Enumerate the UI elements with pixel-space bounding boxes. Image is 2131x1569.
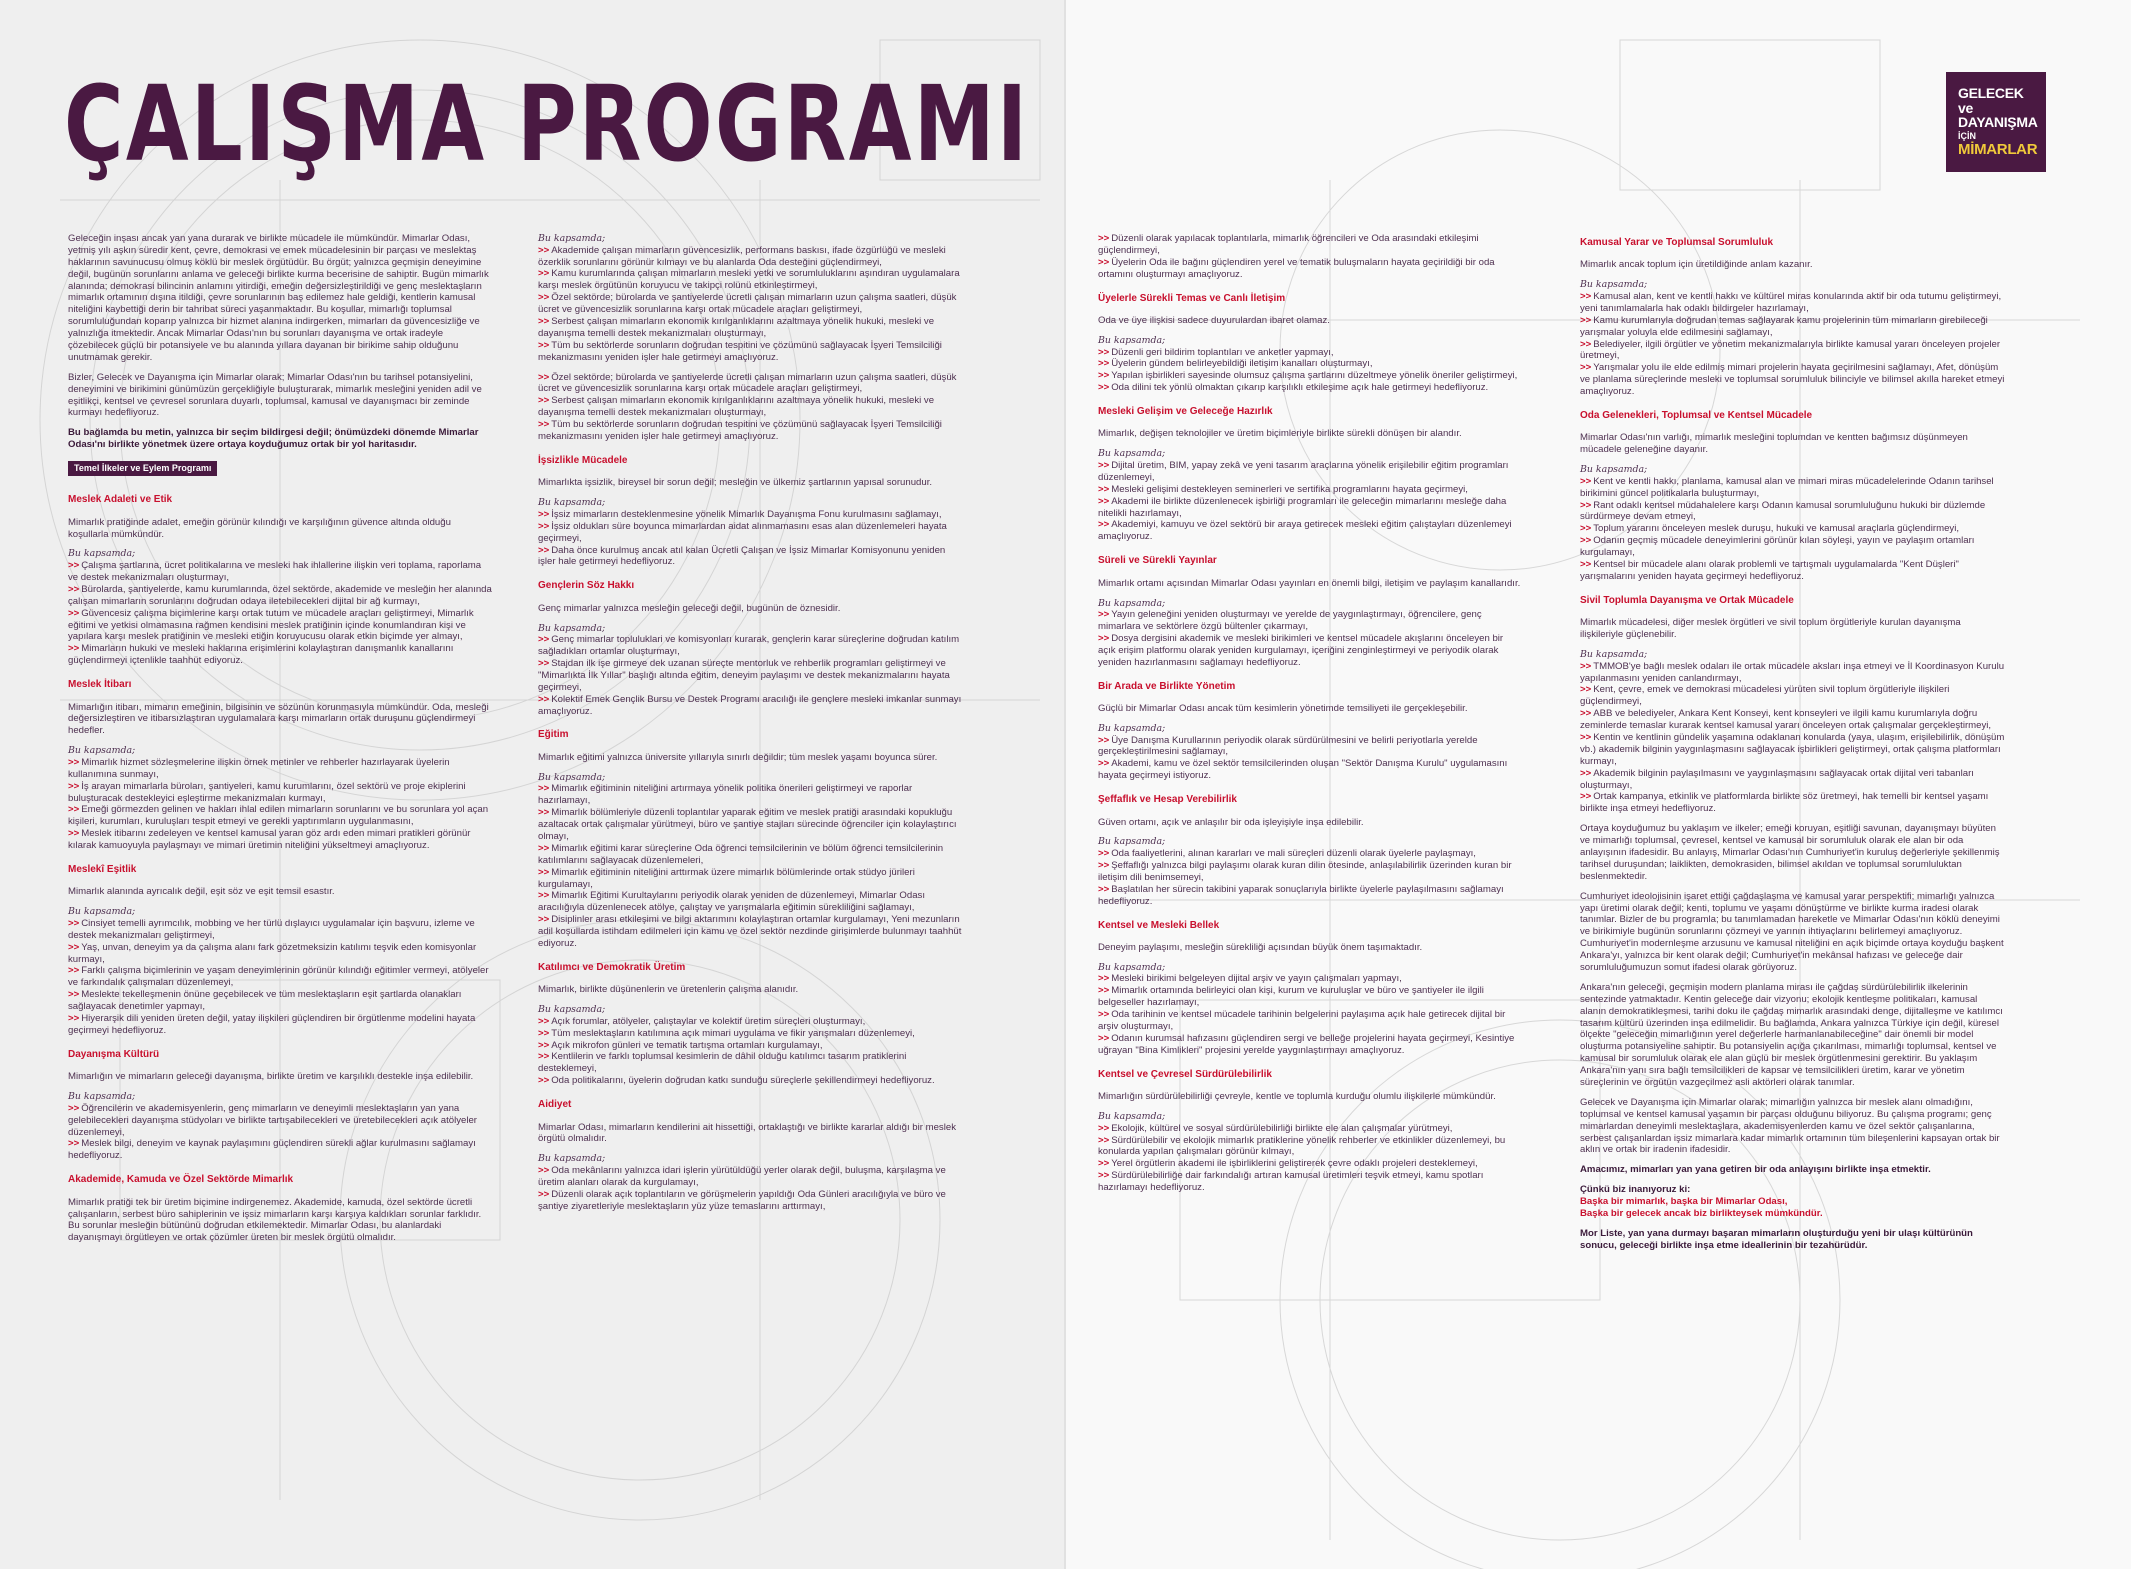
list-item: >> Özel sektörde; bürolarda ve şantiyelerde ücretli çalışan mimarların uzun çalışma saatleri, düşük ücret ve güvencesizlik sorunlarına karşı ortak mücadele araçları geliştirmeyi, — [538, 371, 957, 395]
scope-label: Bu kapsamda; — [538, 771, 606, 783]
closing-paragraph: Gelecek ve Dayanışma için Mimarlar olarak; mimarlığın yalnızca bir meslek alanı olmadığını, toplumsal ve kentsel kamusal yaşamın bir parçası olduğunu biliyoruz. Bu çalışma programı; genç mimarlardan deneyimli meslektaşlara, akademisyenlerden kamu ve özel sektör çalışanlarına, serbest çalışanlardan işsiz mimarlara kadar mimarlık ortamının tüm bileşenlerini kapsayan ortak bir aklın ve ortak bir iradenin ifadesidir. — [1580, 1096, 2000, 1156]
section-heading: Bir Arada ve Birlikte Yönetim — [1098, 680, 1236, 692]
scope-label: Bu kapsamda; — [1098, 1110, 1166, 1122]
scope-label: Bu kapsamda; — [68, 1091, 136, 1103]
list-item: >> Çalışma şartlarına, ücret politikalarına ve mesleki hak ihlallerine ilişkin veri toplama, raporlama ve destek mekanizmaları oluşturmayı, — [68, 560, 482, 584]
scope-list — [538, 783, 963, 949]
closing-paragraph: Cumhuriyet ideolojisinin işaret ettiği çağdaşlaşma ve kamusal yarar perspektifi; mimarlığı yalnızca yapı üretimi olarak değil; kenti, toplumu ve yaşamı dönüştürme ve birlikte kurma iradesi olarak tanımlar. Bizler de bu programla; bu tanımlamadan hareketle ve Mimarlar Odası'nın köklü deneyimi ve birikimiyle bugünün sorunlarını çözmeyi ve yarının ihtiyaçlarını belirlemeyi amaçlıyoruz. Cumhuriyet'in modernleşme arzusunu ve kamusal niteliğini en açık biçimde ortaya koyduğu başkent Ankara'yı, yalnızca bir kent olarak değil; Cumhuriyet'in mekânsal hafızası ve geleceğe dair sorumluluğumuzun somut ifadesi olarak görüyoruz. — [1580, 890, 2004, 973]
scope-label: Bu kapsamda; — [1098, 961, 1166, 973]
section-heading: Oda Gelenekleri, Toplumsal ve Kentsel Mücadele — [1580, 409, 1813, 421]
list-item: >> Toplum yararını önceleyen meslek duruşu, hukuki ve kamusal araçlarla güçlendirmeyi, — [1580, 523, 1960, 535]
list-item: >> Yaş, unvan, deneyim ya da çalışma alanı fark gözetmeksizin katılımı teşvik eden komisyonlar kurmayı, — [68, 941, 477, 965]
scope-list — [68, 757, 493, 852]
section-heading: Sivil Toplumla Dayanışma ve Ortak Mücadele — [1580, 594, 1794, 606]
scope-list — [68, 918, 493, 1037]
section-heading: Üyelerle Sürekli Temas ve Canlı İletişim — [1098, 292, 1286, 304]
list-item: >> Tüm meslektaşların katılımına açık mimari uygulama ve fikir yarışmaları düzenlemeyi, — [538, 1027, 915, 1039]
column-1 — [68, 233, 493, 1252]
section-heading: Meslekî Eşitlik — [68, 863, 137, 875]
scope-list — [68, 560, 493, 667]
logo-line-2: DAYANIŞMA — [1958, 114, 2038, 131]
scope-list — [538, 1016, 963, 1087]
closing-paragraph: Ortaya koyduğumuz bu yaklaşım ve ilkeler; emeği koruyan, eşitliği savunan, dayanışmayı büyüten ve mimarlığı toplumsal, çevresel, kentsel ve kamusal bir sorumluluk olarak ele alan bir oda anlayışının ifadesidir. Bu anlayış, Mimarlar Odası'nın Cumhuriyet'in kuruluş değerleriyle şekillenmiş tarihsel duruşundan; laiklikten, demokrasiden, bilimsel akıldan ve toplumsal sorumluluktan beslenmektedir. — [1580, 823, 2000, 882]
list-item: >> Bürolarda, şantiyelerde, kamu kurumlarında, özel sektörde, akademide ve mesleğin her alanında çalışan mimarların sorunlarını doğrudan odaya iletebilecekleri dijital bir ağ kurmayı, — [68, 583, 492, 607]
closing-belief: Çünkü biz inanıyoruz ki: Başka bir mimarlık, başka bir Mimarlar Odası, Başka bir gelecek ancak biz birlikteysek mümkündür. — [1580, 1184, 1823, 1220]
list-item: >> Açık forumlar, atölyeler, çalıştaylar ve kolektif üretim süreçleri oluşturmayı, — [538, 1015, 866, 1027]
list-item: >> Kent, çevre, emek ve demokrasi mücadelesi yürüten sivil toplum örgütleriyle ilişkileri güçlendirmeyi, — [1580, 684, 1950, 708]
list-item: >> Meslekte tekelleşmenin önüne geçebilecek ve tüm meslektaşların eşit şartlarda olanakları sağlayacak denetimler yapmayı, — [68, 989, 462, 1013]
column-4 — [1580, 233, 2005, 1260]
list-item: >> ABB ve belediyeler, Ankara Kent Konseyi, kent konseyleri ve ilgili kamu kurumlarıyla doğru zeminlerde temaslar kurarak kentsel kamusal yararı önceleyen ortak çalışmalar gerçekleştirmeyi, — [1580, 708, 1992, 732]
section-text: Mimarlar Odası, mimarların kendilerini ait hissettiği, ortaklaştığı ve birlikte kararlar aldığı bir meslek örgütü olmalıdır. — [538, 1121, 956, 1145]
list-item: >> Rant odaklı kentsel müdahalelere karşı Odanın kamusal sorumluluğunu hukuki bir düzlemde sürdürmeye devam etmeyi, — [1580, 499, 1986, 523]
scope-list — [1098, 460, 1523, 543]
scope-list — [1098, 347, 1523, 395]
list-item: >> Yapılan işbirlikleri sayesinde olumsuz çalışma şartlarını düzeltmeye yönelik öneriler geliştirmeyi, — [1098, 370, 1518, 382]
list-item: >> Düzenli olarak açık toplantıların ve görüşmelerin yapıldığı Oda Günleri aracılığıyla ve büro ve şantiye ziyaretleriyle meslektaşların yüz yüze temaslarını arttırmayı, — [538, 1188, 946, 1212]
column-2 — [538, 233, 963, 1213]
scope-list — [538, 1165, 963, 1213]
section-text: Deneyim paylaşımı, mesleğin sürekliliği açısından büyük önem taşımaktadır. — [1098, 941, 1423, 953]
list-item: >> Üyelerin Oda ile bağını güçlendiren yerel ve tematik buluşmaların hayata geçirildiği bir oda ortamını oluşturmayı amaçlıyoruz. — [1098, 256, 1495, 280]
scope-label: Bu kapsamda; — [68, 548, 136, 560]
list-item: >> Mimarlık ortamında belirleyici olan kişi, kurum ve kuruluşlar ve büro ve şantiyeler ile ilgili belgeseller hazırlamayı, — [1098, 985, 1484, 1009]
scope-list — [538, 634, 963, 717]
section-text: Mimarlık alanında ayrıcalık değil, eşit söz ve eşit temsil esastır. — [68, 886, 335, 898]
list-item: >> Odanın kurumsal hafızasını güçlendiren sergi ve belleğe projelerini hayata geçirmeyi, Kesintiye uğrayan "Bina Kimlikleri" projesini yerelde yaygınlaştırmayı amaçlıyoruz. — [1098, 1032, 1515, 1056]
list-item: >> Tüm bu sektörlerde sorunların doğrudan tespitini ve çözümünü sağlayacak İşyeri Temsilciliği mekanizmasını yeniden işler hale getirmeyi amaçlıyoruz. — [538, 419, 942, 443]
list-item: >> Oda mekânlarını yalnızca idari işlerin yürütüldüğü yerler olarak değil, buluşma, karşılaşma ve üretim alanları olarak da kurgulamayı, — [538, 1164, 946, 1188]
scope-list — [1098, 735, 1523, 783]
list-item: >> Mimarların hukuki ve mesleki haklarına erişimlerini kolaylaştıran danışmanlık kanallarını güçlendirmeyi içtenlikle taahhüt ediyoruz. — [68, 643, 454, 667]
list-item: >> Mimarlık eğitiminin niteliğini artırmaya yönelik politika önerileri geliştirmeyi ve raporlar hazırlamayı, — [538, 783, 913, 807]
list-item: >> Tüm bu sektörlerde sorunların doğrudan tespitini ve çözümünü sağlayacak İşyeri Temsilciliği mekanizmasını yeniden işler hale getirmeyi amaçlıyoruz. — [538, 339, 942, 363]
list-item: >> Üye Danışma Kurullarının periyodik olarak sürdürülmesini ve belirli periyotlarla yerelde gerçekleştirilmesini sağlamayı, — [1098, 734, 1478, 758]
list-item: >> Oda dilini tek yönlü olmaktan çıkarıp karşılıklı etkileşime açık hale getirmeyi hedefliyoruz. — [1098, 382, 1489, 394]
scope-list — [68, 1103, 493, 1162]
list-item: >> Yerel örgütlerin akademi ile işbirliklerini geliştirerek çevre odaklı projeleri desteklemeyi, — [1098, 1158, 1478, 1170]
section-text: Mimarlığın itibarı, mimarın emeğinin, bilgisinin ve sözünün korunmasıyla mümkündür. Oda, mesleği değersizleştiren ve itibarsızlaştıran uygulamalara karşı mimarların ortak duruşunu güçlendirmeyi hedefler. — [68, 701, 489, 737]
list-item: >> Akademiyi, kamuyu ve özel sektörü bir araya getirecek mesleki eğitim çalıştayları düzenlemeyi amaçlıyoruz. — [1098, 519, 1512, 543]
scope-list — [538, 372, 963, 443]
list-item: >> Kentsel bir mücadele alanı olarak problemli ve tartışmalı uygulamalarda "Kent Düşleri" yarışmalarını yeniden hayata geçirmeyi hedefliyoruz. — [1580, 559, 1959, 582]
section-text: Oda ve üye ilişkisi sadece duyurulardan ibaret olamaz. — [1098, 314, 1330, 326]
scope-label: Bu kapsamda; — [1098, 836, 1166, 848]
list-item: >> Şeffaflığı yalnızca bilgi paylaşımı olarak kuran dilin ötesinde, anlaşılabilirlik üzerinden kuran bir iletişim dili benimsemeyi, — [1098, 859, 1512, 883]
section-heading: Katılımcı ve Demokratik Üretim — [538, 961, 686, 973]
scope-list — [538, 245, 963, 364]
list-item: >> Cinsiyet temelli ayrımcılık, mobbing ve her türlü dışlayıcı uygulamalar için başvuru, izleme ve destek mekanizmaları geliştirmeyi, — [68, 917, 475, 941]
list-item: >> Dijital üretim, BIM, yapay zekâ ve yeni tasarım araçlarına yönelik erişilebilir eğitim programları düzenlemeyi, — [1098, 460, 1509, 483]
list-item: >> Mimarlık eğitiminin niteliğini arttırmak üzere mimarlık bölümlerinde ortak stüdyo jürileri kurgulamayı, — [538, 866, 915, 890]
scope-label: Bu kapsamda; — [1098, 597, 1166, 609]
list-item: >> Meslek bilgi, deneyim ve kaynak paylaşımını güçlendiren sürekli ağlar kurulmasını sağlamayı hedefliyoruz. — [68, 1138, 476, 1162]
scope-list — [1098, 1123, 1523, 1194]
list-item: >> Stajdan ilk işe girmeye dek uzanan süreçte mentorluk ve rehberlik programları geliştirmeyi ve "Mimarlıkta İlk Yıllar" başlığı altında eğitim, deneyim paylaşımı ve destek mekanizmalarını hayata geçirmeyi, — [538, 658, 950, 693]
intro-paragraph: Geleceğin inşası ancak yan yana durarak ve birlikte mücadele ile mümkündür. Mimarlar Odası, yetmiş yılı aşkın süredir kent, çevre, demokrasi ve emek mücadelesinin bir parçası ve meslektaş haklarının savunucusu olmuş köklü bir meslek örgütüdür. Bu örgüt; yalnızca geçmişin deneyimine değil, bugünün sorunlarını anlama ve geleceği birlikte kurma becerisine de sahiptir. Bugün mimarlık alanında; demokrasi bilincinin anlamını yitirdiği, emeğin değersizleştirildiği ve genç meslektaşların mimarlık ortamının dışına itildiği, çevre sorunlarının baş edilemez hale geldiği, kentlerin kamusal niteliğini kaybettiği derin bir tahribat süreci yaşanmaktadır. Bu koşullar, mimarlığı toplumsal sorumluluğundan koparıp yalnızca bir hizmet alanına indirgerken, mimarları da güvencesizliğe ve yalnızlığa itmektedir. Ancak Mimarlar Odası'nın bu sorunları dayanışma ve ortak iradeyle çözebilecek güçlü bir potansiyele ve bu alanında yıllara dayanan bir birikime sahip olduğunu unutmamak gerekir. — [68, 233, 489, 363]
scope-list — [1098, 233, 1523, 281]
section-text: Mimarlık pratiğinde adalet, emeğin görünür kılındığı ve karşılığının güvence altında olduğu koşullarla mümkündür. — [68, 516, 451, 540]
list-item: >> Disiplinler arası etkileşimi ve bilgi aktarımını kolaylaştıran ortamlar kurgulamayı, Yeni mezunların adil koşullarda istihdam edilmeleri için kamu ve özel sektör nezdinde girişimlerde bulunmayı taahhüt ediyoruz. — [538, 914, 962, 949]
list-item: >> İşsiz mimarların desteklenmesine yönelik Mimarlık Dayanışma Fonu kurulmasını sağlamayı, — [538, 508, 942, 520]
list-item: >> Başlatılan her sürecin takibini yaparak sonuçlarıyla birlikte üyelerle paylaşılmasını sağlamayı hedefliyoruz. — [1098, 883, 1504, 907]
list-item: >> Belediyeler, ilgili örgütler ve yönetim mekanizmalarıyla birlikte kamusal yararı önceleyen projeler üretmeyi, — [1580, 338, 2001, 362]
list-item: >> Kamusal alan, kent ve kentli hakkı ve kültürel miras konularında aktif bir oda tutumu geliştirmeyi, yeni tanımlamalarla hak odaklı bildirgeler hazırlamayı, — [1580, 290, 2002, 314]
list-item: >> Akademi ile birlikte düzenlenecek işbirliği programları ile geleceğin mimarlarını mesleğe daha nitelikli hazırlamayı, — [1098, 495, 1507, 519]
list-item: >> Oda faaliyetlerini, alınan kararları ve mali süreçleri düzenli olarak üyelerle paylaşmayı, — [1098, 848, 1476, 860]
list-item: >> İş arayan mimarlarla büroları, şantiyeleri, kamu kurumlarını, özel sektörü ve proje ekiplerini buluşturacak destekleyici eşleştirme mekanizmaları kurmayı, — [68, 780, 466, 804]
section-text: Mimarlar Odası'nın varlığı, mimarlık mesleğini toplumdan ve kentten bağımsız düşünmeyen mücadele geleneğine dayanır. — [1580, 432, 1968, 456]
scope-label: Bu kapsamda; — [1098, 448, 1166, 460]
list-item: >> Meslek itibarını zedeleyen ve kentsel kamusal yaran göz ardı eden mimari pratikleri görünür kılarak kamuoyuyla paylaşmayı ve mimari üretimin niteliğini yükseltmeyi amaçlıyoruz. — [68, 828, 471, 852]
list-item: >> Akademi, kamu ve özel sektör temsilcilerinden oluşan "Sektör Danışma Kurulu" uygulamasını hayata geçirmeyi istiyoruz. — [1098, 758, 1508, 782]
scope-list — [1580, 661, 2005, 816]
section-heading: Şeffaflık ve Hesap Verebilirlik — [1098, 794, 1237, 806]
list-item: >> Yayın geleneğini yeniden oluşturmayı ve yerelde de yaygınlaştırmayı, öğrencilere, genç mimarlara ve sektörlere özgü bültenler çıkarmayı, — [1098, 609, 1482, 633]
list-item: >> Dosya dergisini akademik ve mesleki birikimleri ve kentsel mücadele akışlarını önceleyen bir açık erişim platformu olarak yeniden kurgulamayı, içeriğini zenginleştirmeyi ve periyodik olarak yeniden hazırlanmasını sağlamayı hedefliyoruz. — [1098, 632, 1504, 668]
scope-label: Bu kapsamda; — [1098, 334, 1166, 346]
scope-list — [1580, 291, 2005, 398]
scope-label: Bu kapsamda; — [1098, 722, 1166, 734]
scope-label: Bu kapsamda; — [538, 622, 606, 634]
list-item: >> Hiyerarşik dili yeniden üreten değil, yatay ilişkileri güçlendiren bir örgütlenme modelini hayata geçirmeyi hedefliyoruz. — [68, 1013, 476, 1036]
column-3 — [1098, 233, 1523, 1194]
list-item: >> Genç mimarlar topluluklari ve komisyonları kurarak, gençlerin karar süreçlerine doğrudan katılım sağladıkları ortamlar oluşturmayı, — [538, 634, 960, 658]
section-text: Mimarlığın sürdürülebilirliği çevreyle, kentle ve toplumla kurduğu olumlu ilişkilerle mümkündür. — [1098, 1091, 1496, 1103]
list-item: >> Özel sektörde; bürolarda ve şantiyelerde ücretli çalışan mimarların uzun çalışma saatleri, düşük ücret ve güvencesizlik sorunlarına karşı ortak mücadele araçları geliştirmeyi, — [538, 292, 957, 316]
section-heading: Akademide, Kamuda ve Özel Sektörde Mimarlık — [68, 1174, 294, 1186]
section-heading: Kamusal Yarar ve Toplumsal Sorumluluk — [1580, 237, 1774, 248]
logo-line-4: MİMARLAR — [1958, 140, 2038, 158]
section-text: Genç mimarlar yalnızca mesleğin geleceği değil, bugünün de öznesidir. — [538, 602, 841, 614]
list-item: >> Kamu kurumlarında çalışan mimarların mesleki yetki ve sorumluluklarını aşındıran uygulamalara karşı meslek örgütünün koruyucu ve takipçi rolünü etkinleştirmeyi, — [538, 268, 960, 292]
list-item: >> Akademik bilginin paylaşılmasını ve yaygınlaşmasını sağlayacak ortak dijital veri tabanları oluşturmayı, — [1580, 767, 1974, 791]
scope-label: Bu kapsamda; — [68, 906, 136, 918]
list-item: >> Mimarlık bölümleriyle düzenli toplantılar yaparak eğitim ve meslek pratiği arasındaki kopukluğu azaltacak ortak çalışmalar yürütmeyi, büro ve şantiye stajları sürecinde öğrenciler için kolaylaştırıcı olmayı, — [538, 807, 957, 842]
list-item: >> Daha önce kurulmuş ancak atıl kalan Ücretli Çalışan ve İşsiz Mimarlar Komisyonunu yeniden işler hale getirmeyi hedefliyoruz. — [538, 544, 946, 568]
section-text: Mimarlıkta işsizlik, bireysel bir sorun değil; mesleğin ve ülkemiz şartlarının yapısal sorunudur. — [538, 477, 933, 489]
scope-label: Bu kapsamda; — [538, 1004, 606, 1016]
section-heading: Kentsel ve Mesleki Bellek — [1098, 919, 1220, 931]
scope-list — [1580, 476, 2005, 583]
scope-label: Bu kapsamda; — [68, 745, 136, 757]
scope-label: Bu kapsamda; — [538, 233, 606, 244]
section-heading: Meslek İtibarı — [68, 679, 132, 691]
list-item: >> Güvencesiz çalışma biçimlerine karşı ortak tutum ve mücadele araçları geliştirmeyi, Mimarlık eğitimi ve yetkisi olmamasına rağmen kendisini meslek pratiğinin içinde konumlandıran kişi ve yapılara karşı meslek pratiğinin ve mesleki etiğin koruyucusu olarak etkin biçimde yer almayı, — [68, 607, 474, 643]
list-item: >> İşsiz oldukları süre boyunca mimarlardan aidat alınmamasını esas alan düzenlemeleri hayata geçirmeyi, — [538, 520, 947, 544]
list-item: >> Serbest çalışan mimarların ekonomik kırılganlıklarını azaltmaya yönelik hukuki, mesleki ve dayanışma temelli destek mekanizmaları oluşturmayı, — [538, 316, 935, 339]
intro-highlight: Bu bağlamda bu metin, yalnızca bir seçim bildirgesi değil; önümüzdeki dönemde Mimarlar Odası'nı birlikte yönetmek üzere ortaya koyduğumuz ortak bir yol haritasıdır. — [68, 427, 479, 451]
list-item: >> Üyelerin gündem belirleyebildiği iletişim kanalları oluşturmayı, — [1098, 358, 1373, 370]
scope-label: Bu kapsamda; — [1580, 279, 1648, 291]
section-tag: Temel İlkeler ve Eylem Programı — [68, 461, 217, 476]
section-text: Mimarlığın ve mimarların geleceği dayanışma, birlikte üretim ve karşılıklı destekle inşa edilebilir. — [68, 1071, 474, 1083]
section-heading: Mesleki Gelişim ve Geleceğe Hazırlık — [1098, 406, 1273, 418]
list-item: >> Kent ve kentli hakkı, planlama, kamusal alan ve mimari miras mücadelelerinde Odanın tarihsel birikimini güncel politikalarla buluşturmayı, — [1580, 475, 1994, 499]
list-item: >> Öğrencilerin ve akademisyenlerin, genç mimarların ve deneyimli meslektaşların yan yana gelebilecekleri dayanışma stüdyoları ve birlikte tartışabilecekleri ve üretebilecekleri açık atölyeler düzenlemeyi, — [68, 1102, 477, 1138]
scope-label: Bu kapsamda; — [1580, 648, 1648, 660]
section-heading: Dayanışma Kültürü — [68, 1048, 160, 1060]
list-item: >> Düzenli olarak yapılacak toplantılarla, mimarlık öğrencileri ve Oda arasındaki etkileşimi güçlendirmeyi, — [1098, 233, 1479, 256]
list-item: >> Sürdürülebilir ve ekolojik mimarlık pratiklerine yönelik rehberler ve etkinlikler düzenlemeyi, bu konularda yapılan çalışmaları görünür kılmayı, — [1098, 1134, 1506, 1158]
scope-label: Bu kapsamda; — [1580, 464, 1648, 476]
list-item: >> Mimarlık eğitimi karar süreçlerine Oda öğrenci temsilcilerinin ve bölüm öğrenci temsilcilerinin katılımlarını sağlayacak düzenlemeleri, — [538, 842, 944, 866]
list-item: >> TMMOB'ye bağlı meslek odaları ile ortak mücadele aksları inşa etmeyi ve İl Koordinasyon Kurulu yapılanmasını yeniden canlandırmayı, — [1580, 660, 2005, 684]
list-item: >> Düzenli geri bildirim toplantıları ve anketler yapmayı, — [1098, 346, 1334, 358]
list-item: >> Kolektif Emek Gençlik Bursu ve Destek Programı aracılığı ile gençlere mesleki imkanlar sunmayı amaçlıyoruz. — [538, 693, 962, 717]
list-item: >> Kentin ve kentlinin gündelik yaşamına odaklanan konularda (yaya, ulaşım, erişilebilirlik, dönüşüm vb.) akademik bilginin yaygınlaşmasını sağlayacak işbirlikleri geliştirmeyi, ortak çalışma platformları kurmayı, — [1580, 731, 2005, 767]
list-item: >> Serbest çalışan mimarların ekonomik kırılganlıklarını azaltmaya yönelik hukuki, mesleki ve dayanışma temelli destek mekanizmaları oluşturmayı, — [538, 395, 935, 419]
list-item: >> Farklı çalışma biçimlerinin ve yaşam deneyimlerinin görünür kılındığı eğitimler vermeyi, atölyeler ve farkındalık çalışmaları düzenlemeyi, — [68, 965, 489, 989]
closing-statement: Amacımız, mimarları yan yana getiren bir oda anlayışını birlikte inşa etmektir. — [1580, 1164, 1931, 1176]
scope-label: Bu kapsamda; — [538, 497, 606, 509]
list-item: >> Mesleki gelişimi destekleyen seminerleri ve sertifika programlarını hayata geçirmeyi, — [1098, 483, 1468, 495]
list-item: >> Mimarlık hizmet sözleşmelerine ilişkin örnek metinler ve rehberler hazırlayarak üyelerin kullanımına sunmayı, — [68, 756, 450, 780]
section-text: Güven ortamı, açık ve anlaşılır bir oda işleyişiyle inşa edilebilir. — [1098, 816, 1364, 828]
list-item: >> Oda tarihinin ve kentsel mücadele tarihinin belgelerini paylaşıma açık hale getirecek dijital bir arşiv oluşturmayı, — [1098, 1009, 1506, 1033]
scope-list — [1098, 973, 1523, 1056]
campaign-logo — [1946, 72, 2046, 172]
list-item: >> Mesleki birikimi belgeleyen dijital arşiv ve yayın çalışmaları yapmayı, — [1098, 973, 1402, 985]
list-item: >> Sürdürülebilirliğe dair farkındalığı artıran kamusal üretimleri teşvik etmeyi, kamu spotları hazırlamayı hedefliyoruz. — [1098, 1170, 1484, 1194]
section-heading: Meslek Adaleti ve Etik — [68, 494, 173, 506]
list-item: >> Kamu kurumlarıyla doğrudan temas sağlayarak kamu projelerinin tüm mimarların girebileceği yarışmalar yoluyla elde edilmesini sağlamayı, — [1580, 314, 1988, 338]
section-heading: Süreli ve Sürekli Yayınlar — [1098, 555, 1217, 567]
list-item: >> Emeği görmezden gelinen ve hakları ihlal edilen mimarların sorunlarını ve bu sorunlara yol açan kişileri, kurumları, kuruluşları tespit etmeyi ve gerekli yaptırımların uygulanmasını, — [68, 804, 489, 828]
logo-line-3: İÇİN — [1958, 131, 1976, 142]
section-text: Güçlü bir Mimarlar Odası ancak tüm kesimlerin yönetimde temsiliyeti ile gerçekleşebilir. — [1098, 703, 1468, 715]
section-text: Mimarlık ancak toplum için üretildiğinde anlam kazanır. — [1580, 259, 1813, 271]
section-heading: Aidiyet — [538, 1099, 572, 1111]
section-text: Mimarlık, değişen teknolojiler ve üretim biçimleriyle birlikte sürekli dönüşen bir alandır. — [1098, 428, 1462, 440]
section-heading: Gençlerin Söz Hakkı — [538, 580, 635, 592]
page-title: ÇALIŞMA PROGRAMI — [64, 63, 1030, 185]
list-item: >> Açık mikrofon günleri ve tematik tartışma ortamları kurgulamayı, — [538, 1039, 823, 1051]
logo-line-1: GELECEK ve — [1958, 85, 2024, 116]
list-item: >> Mimarlık Eğitimi Kurultaylarını periyodik olarak yeniden de düzenlemeyi, Mimarlar Odası aracılığıyla düzenlenecek atölye, çalıştay ve yarışmalarla eğitimin sürekliliğini sağlamayı, — [538, 890, 925, 914]
list-item: >> Ortak kampanya, etkinlik ve platformlarda birlikte söz üretmeyi, hak temelli bir kentsel yaşamı birlikte inşa etmeyi hedefliyoruz. — [1580, 791, 1989, 815]
list-item: >> Ekolojik, kültürel ve sosyal sürdürülebilirliği birlikte ele alan çalışmalar yürütmeyi, — [1098, 1122, 1453, 1134]
section-heading: İşsizlikle Mücadele — [538, 454, 628, 466]
section-heading: Eğitim — [538, 729, 569, 741]
section-text: Mimarlık ortamı açısından Mimarlar Odası yayınları en önemli bilgi, iletişim ve paylaşım kanallarıdır. — [1098, 577, 1521, 589]
section-heading: Kentsel ve Çevresel Sürdürülebilirlik — [1098, 1068, 1272, 1080]
closing-signature: Mor Liste, yan yana durmayı başaran mimarların oluşturduğu yeni bir ulaşı kültürünün sonucu, geleceği birlikte inşa etme ideallerinin bir tezahürüdür. — [1580, 1227, 1973, 1251]
scope-list — [1098, 848, 1523, 907]
intro-paragraph: Bizler, Gelecek ve Dayanışma için Mimarlar olarak; Mimarlar Odası'nın bu tarihsel potansiyelini, deneyimini ve birikimini günümüzün gerçekliğiyle buluşturarak, mimarlık mesleğini yeniden adil ve eşitlikçi, kentsel ve çevresel sorunlara duyarlı, toplumsal, kamusal ve dayanışmacı bir zeminde kurmayı hedefliyoruz. — [68, 371, 482, 419]
list-item: >> Kentlilerin ve farklı toplumsal kesimlerin de dâhil olduğu katılımcı tasarım pratiklerini desteklemeyi, — [538, 1051, 907, 1075]
section-text: Mimarlık mücadelesi, diğer meslek örgütleri ve sivil toplum örgütleriyle kurulan dayanışma ilişkileriyle güçlenebilir. — [1580, 617, 1961, 641]
scope-label: Bu kapsamda; — [538, 1153, 606, 1165]
scope-list — [1098, 609, 1523, 668]
closing-paragraph: Ankara'nın geleceği, geçmişin modern planlama mirası ile çağdaş sürdürülebilirlik ilkelerinin sentezinde yatmaktadır. Kentin geleceğe dair vizyonu; ekolojik kentleşme politikaları, kamusal alanın demokratikleşmesi, tarihi doku ile çağdaş mimarlık arasındaki denge, dijitalleşme ve katılımcı tasarım kültürü üzerinden inşa edilmelidir. Bu bağlamda, Ankara yalnızca Türkiye için değil, küresel ölçekte "geleceğin mimarlığının yerel değerlerle harmanlanabileceğine" dair önemli bir model oluşturma potansiyeline sahiptir. Bu potansiyelin açığa çıkarılması, mimarlığı toplumsal, kentsel ve kamusal bir sorumluluk olarak ele alan güçlü bir meslek örgütlenmesini gerektirir. Bu yaklaşım Ankara'nın yanı sıra bağlı temsilcilikleri de kapsar ve temsilcilikleri üretim, karar ve yönetim süreçlerinin ve örgütün vazgeçilmez asli aktörleri olarak tanımlar. — [1580, 981, 2003, 1089]
list-item: >> Akademide çalışan mimarların güvencesizlik, performans baskısı, ifade özgürlüğü ve mesleki özerklik sorunlarını görünür kılmayı ve bu alanlarda Oda desteğini güçlendirmeyi, — [538, 244, 946, 268]
list-item: >> Yarışmalar yolu ile elde edilmiş mimari projelerin hayata geçirilmesini sağlamayı, Afet, dönüşüm ve planlama süreçlerinde mesleki ve toplumsal sorumluluk bilinciyle ve bilimsel akılla hareket etmeyi amaçlıyoruz. — [1580, 362, 2005, 398]
section-text: Mimarlık eğitimi yalnızca üniversite yıllarıyla sınırlı değildir; tüm meslek yaşamı boyunca sürer. — [538, 751, 938, 763]
list-item: >> Oda politikalarını, üyelerin doğrudan katkı sunduğu süreçlerle şekillendirmeyi hedefliyoruz. — [538, 1075, 935, 1087]
list-item: >> Odanın geçmiş mücadele deneyimlerini görünür kılan söyleşi, yayın ve paylaşım ortamları kurgulamayı, — [1580, 535, 1975, 559]
section-text: Mimarlık, birlikte düşünenlerin ve üretenlerin çalışma alanıdır. — [538, 984, 799, 996]
scope-list — [538, 509, 963, 568]
section-text: Mimarlık pratiği tek bir üretim biçimine indirgenemez. Akademide, kamuda, özel sektörde ücretli çalışanların, serbest büro sahiplerinin ve işsiz mimarların karşı karşıya kaldıkları sorunlar farklıdır. Bu sorunlar mesleğin bütününü doğrudan etkilemektedir. Mimarlar Odası, bu alanlardaki dayanışmayı örgütleyen ve ortak çözümler üreten bir meslek örgütü olmalıdır. — [68, 1196, 482, 1244]
